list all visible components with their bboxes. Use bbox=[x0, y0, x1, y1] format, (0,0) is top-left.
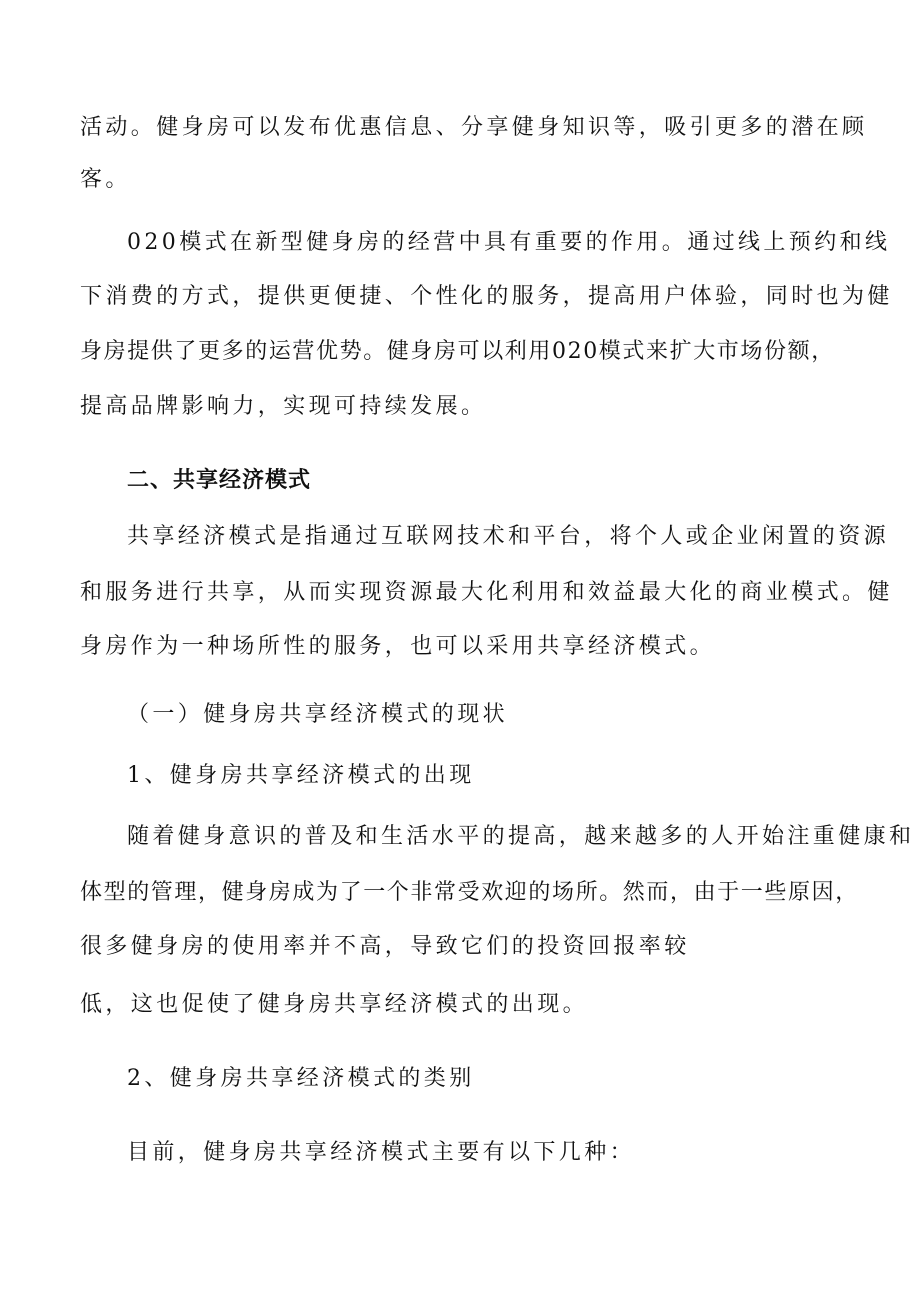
paragraph-line: 提高品牌影响力，实现可持续发展。 bbox=[80, 394, 487, 419]
paragraph-line: 目前，健身房共享经济模式主要有以下几种： bbox=[127, 1140, 636, 1165]
paragraph-line: 下消费的方式，提供更便捷、个性化的服务，提高用户体验，同时也为健 bbox=[80, 284, 893, 309]
paragraph-line: 身房作为一种场所性的服务，也可以采用共享经济模式。 bbox=[80, 634, 716, 659]
paragraph-line: 很多健身房的使用率并不高，导致它们的投资回报率较 bbox=[80, 934, 690, 959]
paragraph-line: 客。 bbox=[80, 167, 131, 192]
paragraph-line: 身房提供了更多的运营优势。健身房可以利用020模式来扩大市场份额， bbox=[80, 339, 835, 364]
section-heading: 二、共享经济模式 bbox=[127, 468, 312, 493]
paragraph-line: 低，这也促使了健身房共享经济模式的出现。 bbox=[80, 992, 589, 1017]
subsection-heading: 2、健身房共享经济模式的类别 bbox=[127, 1066, 475, 1091]
paragraph-line: 和服务进行共享，从而实现资源最大化利用和效益最大化的商业模式。健 bbox=[80, 580, 893, 605]
paragraph-line: 活动。健身房可以发布优惠信息、分享健身知识等，吸引更多的潜在顾 bbox=[80, 115, 868, 140]
paragraph-line: 020模式在新型健身房的经营中具有重要的作用。通过线上预约和线 bbox=[127, 230, 891, 255]
paragraph-line: 随着健身意识的普及和生活水平的提高，越来越多的人开始注重健康和 bbox=[127, 824, 915, 849]
paragraph-line: 共享经济模式是指通过互联网技术和平台，将个人或企业闲置的资源 bbox=[127, 524, 890, 549]
paragraph-line: 体型的管理，健身房成为了一个非常受欢迎的场所。然而，由于一些原因， bbox=[80, 880, 859, 905]
subsection-heading: 1、健身房共享经济模式的出现 bbox=[127, 763, 475, 788]
subsection-heading: （一）健身房共享经济模式的现状 bbox=[127, 702, 509, 727]
